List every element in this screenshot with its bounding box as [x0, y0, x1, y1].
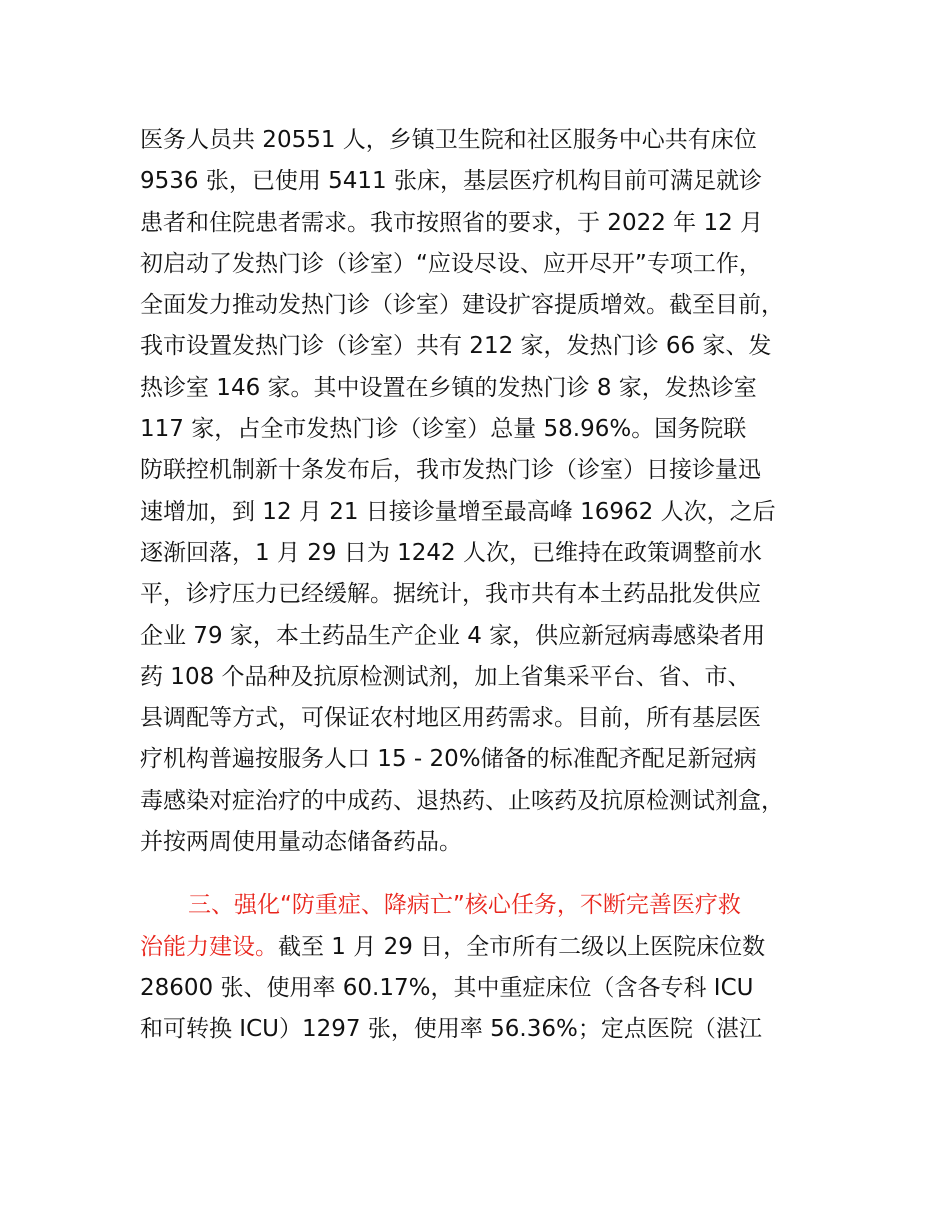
text-line: 防联控机制新十条发布后，我市发热门诊（诊室）日接诊量迅: [140, 457, 761, 484]
text-line: 全面发力推动发热门诊（诊室）建设扩容提质增效。截至目前，: [140, 292, 784, 319]
text-line: 患者和住院患者需求。我市按照省的要求，于 2022 年 12 月: [140, 209, 764, 236]
text-line: 企业 79 家，本土药品生产企业 4 家，供应新冠病毒感染者用: [140, 622, 766, 649]
text-line: 逐渐回落，1 月 29 日为 1242 人次，已维持在政策调整前水: [140, 539, 762, 566]
text-line: 医务人员共 20551 人，乡镇卫生院和社区服务中心共有床位: [140, 127, 757, 153]
text-line: 平，诊疗压力已经缓解。据统计，我市共有本土药品批发供应: [140, 581, 761, 608]
text-line: 毒感染对症治疗的中成药、退热药、止咳药及抗原检测试剂盒，: [140, 787, 784, 814]
text-line: 疗机构普遍按服务人口 15 - 20%储备的标准配齐配足新冠病: [140, 746, 757, 773]
text-line: 并按两周使用量动态储备药品。: [140, 829, 462, 856]
text-line: 117 家，占全市发热门诊（诊室）总量 58.96%。国务院联: [140, 416, 747, 443]
text-line: 28600 张、使用率 60.17%，其中重症床位（含各专科 ICU: [140, 974, 754, 1001]
text-line: 县调配等方式，可保证农村地区用药需求。目前，所有基层医: [140, 705, 761, 732]
section-heading-end: 治能力建设。: [140, 933, 278, 960]
section-3-paragraph: [140, 885, 840, 1050]
section-heading: 三、强化“防重症、降病亡”核心任务，不断完善医疗救: [188, 892, 741, 919]
text-line: 初启动了发热门诊（诊室）“应设尽设、应开尽开”专项工作，: [140, 250, 762, 277]
text-line: 我市设置发热门诊（诊室）共有 212 家，发热门诊 66 家、发: [140, 333, 772, 360]
text-line: 9536 张，已使用 5411 张床，基层医疗机构目前可满足就诊: [140, 168, 762, 195]
text-line: 药 108 个品种及抗原检测试剂，加上省集采平台、省、市、: [140, 663, 751, 690]
text-line: [140, 927, 840, 968]
text-line: 速增加，到 12 月 21 日接诊量增至最高峰 16962 人次，之后: [140, 498, 776, 525]
section-text: 截至 1 月 29 日，全市所有二级以上医院床位数: [278, 933, 766, 960]
text-line: 热诊室 146 家。其中设置在乡镇的发热门诊 8 家，发热诊室: [140, 374, 757, 401]
paragraph-medical-resources: [140, 120, 840, 863]
paragraph-spacer: [140, 863, 840, 885]
document-body: [140, 120, 840, 1051]
text-line: 和可转换 ICU）1297 张，使用率 56.36%；定点医院（湛江: [140, 1016, 762, 1043]
